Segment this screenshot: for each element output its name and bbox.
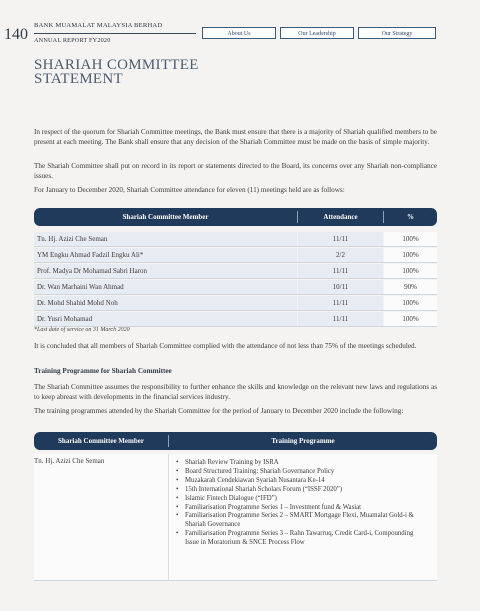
training-responsibility-paragraph: The Shariah Committee assumes the responsibility to further enhance the skills and knowledge on the relevant new laws and regulations as to keep abreast with developments in the financial services industry. (34, 383, 437, 401)
attendance-value: 11/11 (298, 312, 383, 326)
list-item: • Familiarisation Programme Series 2 – SMART Mortgage Flexi, Muamalat Gold-i & Shariah Governance (175, 512, 425, 530)
attendance-intro-paragraph: For January to December 2020, Shariah Committee attendance for eleven (11) meetings held are as follows: (34, 186, 345, 194)
training-section-heading: Training Programme for Shariah Committee (34, 367, 172, 375)
percentage-value: 100% (384, 312, 437, 326)
list-item: • 15th International Shariah Scholars Forum (“ISSF 2020”) (175, 486, 425, 495)
column-header-percentage: % (407, 213, 414, 221)
percentage-value: 100% (384, 232, 437, 246)
attendance-value: 2/2 (298, 248, 383, 262)
percentage-value: 100% (384, 296, 437, 310)
list-item: • Shariah Review Training by ISRA (175, 459, 425, 468)
list-item: • Familiarisation Programme Series 3 – Rahn Tawarruq, Credit Card-i, Compounding Issue in Moratorium & SNCE Process Flow (175, 530, 425, 548)
member-name: Tn. Hj. Azizi Che Seman (34, 457, 105, 465)
list-item: • Board Structured Training: Shariah Governance Policy (175, 468, 425, 477)
table-footnote: *Last date of service on 31 March 2020 (34, 327, 130, 333)
table-row (34, 264, 437, 279)
quorum-paragraph: In respect of the quorum for Shariah Committee meetings, the Bank must ensure that there is a majority of Shariah qualified members to be present at each meeting. The Bank shall ensure that any decision of the Shariah Committee must be made on the basis of simple majority. (34, 128, 437, 146)
member-name: Dr. Mohd Shahid Mohd Noh (34, 296, 297, 310)
column-header-member: Shariah Committee Member (58, 437, 144, 445)
training-table-header (34, 432, 437, 450)
column-header-attendance: Attendance (323, 213, 358, 221)
header-divider (34, 33, 196, 34)
column-header-training-programme: Training Programme (271, 437, 335, 445)
page-title (34, 58, 199, 86)
percentage-value: 100% (384, 264, 437, 278)
member-name: Dr. Yusri Mohamad (34, 312, 297, 326)
member-name: Prof. Madya Dr Mohamad Sabri Haron (34, 264, 297, 278)
attendance-value: 11/11 (298, 296, 383, 310)
org-name: BANK MUAMALAT MALAYSIA BERHAD (34, 22, 163, 29)
list-item: • Islamic Fintech Dialogue (“IFD”) (175, 495, 425, 504)
member-name: Dr. Wan Marhaini Wan Ahmad (34, 280, 297, 294)
column-separator (168, 454, 169, 580)
attendance-value: 10/11 (298, 280, 383, 294)
attendance-value: 11/11 (298, 264, 383, 278)
table-row (34, 296, 437, 311)
attendance-value: 11/11 (298, 232, 383, 246)
percentage-value: 90% (384, 280, 437, 294)
member-name: Tn. Hj. Azizi Che Seman (34, 232, 297, 246)
table-row (34, 232, 437, 247)
attendance-table-header (34, 208, 437, 226)
compliance-conclusion-paragraph: It is concluded that all members of Shariah Committee complied with the attendance of not less than 75% of the meetings scheduled. (34, 342, 417, 350)
nav-our-strategy-button[interactable]: Our Strategy (358, 27, 436, 39)
column-header-member: Shariah Committee Member (122, 213, 209, 221)
table-row (34, 248, 437, 263)
list-item: • Familiarisation Programme Series 1 – Investment fund & Wasiat (175, 504, 425, 513)
page-number: 140 (4, 26, 28, 43)
page-title-line-2: STATEMENT (34, 71, 123, 87)
training-intro-paragraph: The training programmes attended by the Shariah Committee for the period of January to December 2020 include the following: (34, 407, 404, 415)
table-row (34, 280, 437, 295)
training-programme-list (175, 459, 425, 548)
table-row (34, 312, 437, 327)
member-name: YM Engku Ahmad Fadzil Engku Ali* (34, 248, 297, 262)
percentage-value: 100% (384, 248, 437, 262)
nav-about-us-button[interactable]: About Us (202, 27, 276, 39)
non-compliance-paragraph: The Shariah Committee shall put on record in its report or statements directed to the Board, its concerns over any Shariah non-compliance issues. (34, 162, 437, 180)
page-title-line-1: SHARIAH COMMITTEE (34, 57, 199, 73)
report-title: ANNUAL REPORT FY2020 (34, 37, 111, 44)
nav-our-leadership-button[interactable]: Our Leadership (280, 27, 354, 39)
list-item: • Muzakarah Cendekiawan Syariah Nusantara Ke-14 (175, 477, 425, 486)
